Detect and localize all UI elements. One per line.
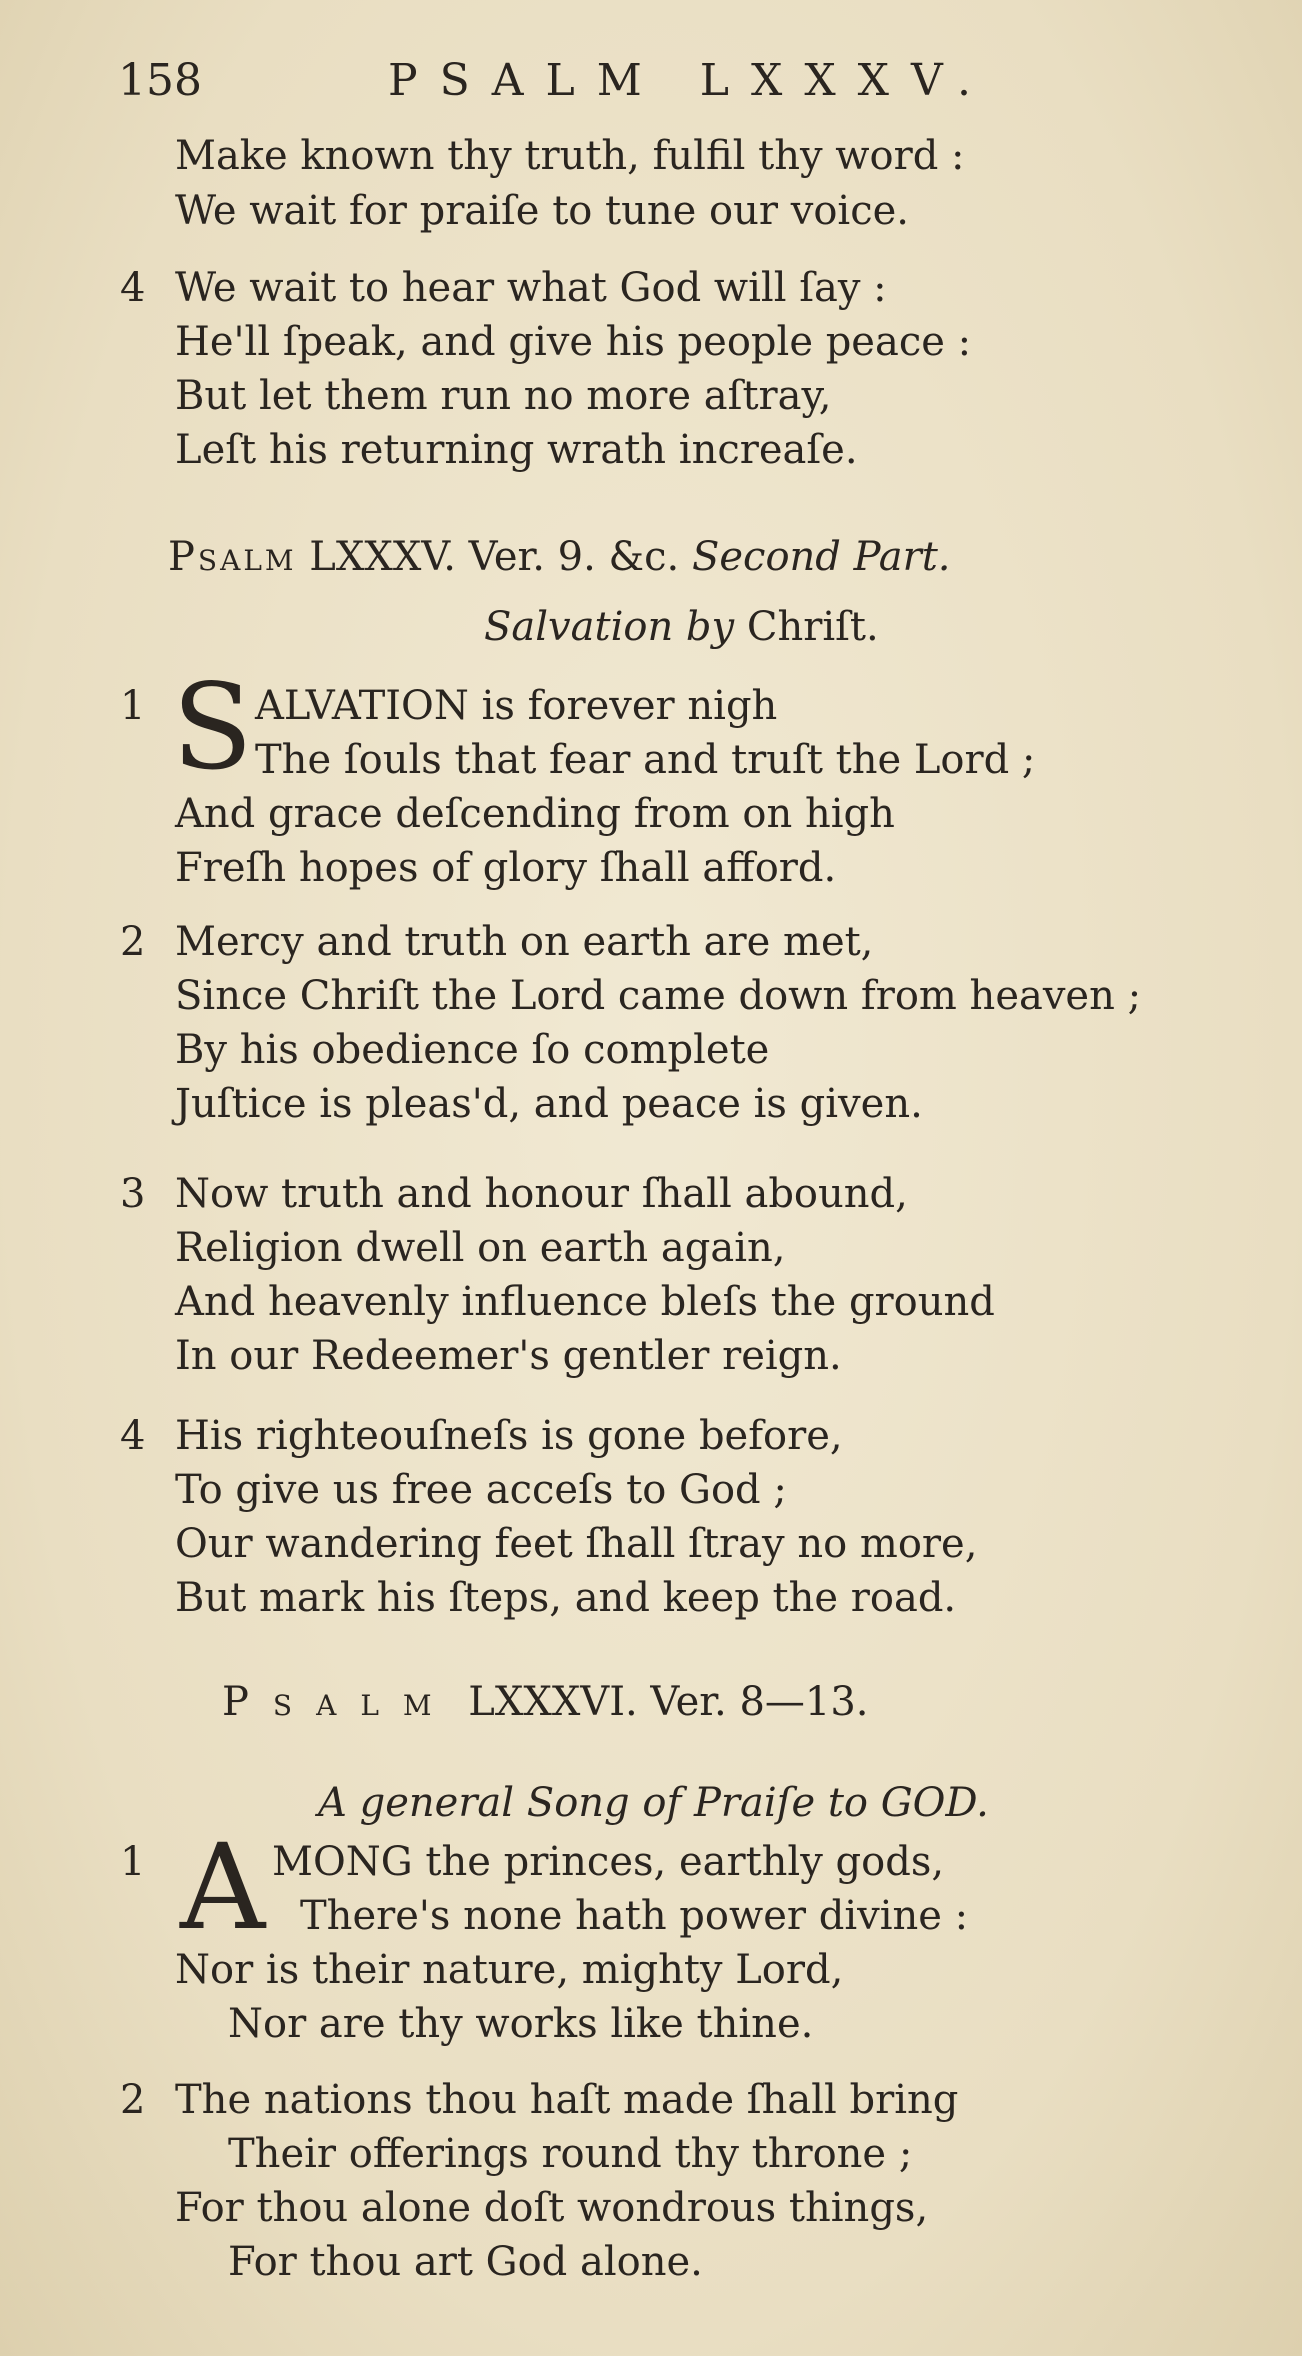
- verse-line: By his obedience ſo complete: [175, 1027, 770, 1073]
- running-header: [118, 55, 1118, 115]
- stanza-number: 2: [120, 919, 146, 965]
- verse-line: Mercy and truth on earth are met,: [175, 919, 874, 965]
- verse-line: In our Redeemer's gentler reign.: [175, 1333, 842, 1379]
- stanza-number: 1: [120, 683, 146, 729]
- verse-line: We wait for praiſe to tune our voice.: [175, 188, 909, 234]
- running-title: PSALM LXXXV.: [388, 55, 994, 106]
- verse-line: And grace deſcending from on high: [175, 791, 895, 837]
- subtitle-plain: Chriſt.: [734, 604, 879, 650]
- verse-line: For thou alone doſt wondrous things,: [175, 2185, 929, 2231]
- verse-line: Our wandering feet ſhall ſtray no more,: [175, 1521, 978, 1567]
- verse-line: But let them run no more aſtray,: [175, 373, 832, 419]
- verse-line: Religion dwell on earth again,: [175, 1225, 786, 1271]
- drop-cap: A: [180, 1818, 266, 1956]
- verse-line: Leſt his returning wrath increaſe.: [175, 427, 858, 473]
- stanza-number: 3: [120, 1171, 146, 1217]
- verse-line: The ſouls that fear and truſt the Lord ;: [255, 737, 1036, 783]
- psalm-label: Psalm: [168, 534, 297, 580]
- psalm-label: Psalm: [222, 1679, 456, 1725]
- verse-line: Juſtice is pleas'd, and peace is given.: [175, 1081, 923, 1127]
- psalm-subtitle: [484, 600, 879, 654]
- stanza-number: 4: [120, 1413, 146, 1459]
- verse-line: But mark his ſteps, and keep the road.: [175, 1575, 957, 1621]
- subtitle-italic: Salvation by: [484, 604, 735, 650]
- verse-line: To give us free acceſs to God ;: [175, 1467, 787, 1513]
- verse-line: Freſh hopes of glory ſhall afford.: [175, 845, 837, 891]
- psalm-ref: LXXXVI. Ver. 8—13.: [455, 1679, 869, 1725]
- psalm-subtitle: A general Song of Praiſe to GOD.: [318, 1780, 989, 1826]
- stanza-number: 1: [120, 1839, 146, 1885]
- verse-line: Now truth and honour ſhall abound,: [175, 1171, 908, 1217]
- verse-line: Since Chriſt the Lord came down from heaven ;: [175, 973, 1142, 1019]
- verse-line: There's none hath power divine :: [300, 1893, 969, 1939]
- psalm-heading: [222, 1675, 869, 1729]
- drop-cap: S: [172, 658, 253, 796]
- verse-line: Their offerings round thy throne ;: [228, 2131, 913, 2177]
- verse-line: For thou art God alone.: [228, 2239, 703, 2285]
- verse-line: The nations thou haſt made ſhall bring: [175, 2077, 959, 2123]
- verse-line: Nor are thy works like thine.: [228, 2001, 814, 2047]
- verse-line: He'll ſpeak, and give his people peace :: [175, 319, 972, 365]
- verse-line: ALVATION is forever nigh: [255, 683, 778, 729]
- verse-line: Make known thy truth, fulfil thy word :: [175, 133, 965, 179]
- verse-line: And heavenly influence bleſs the ground: [175, 1279, 995, 1325]
- part-label: Second Part.: [691, 534, 951, 580]
- verse-line: His righteouſneſs is gone before,: [175, 1413, 843, 1459]
- verse-line: MONG the princes, earthly gods,: [272, 1839, 945, 1885]
- stanza-number: 2: [120, 2077, 146, 2123]
- psalm-ref: LXXXV. Ver. 9. &c.: [296, 534, 692, 580]
- page-number: 158: [118, 55, 202, 106]
- verse-line: Nor is their nature, mighty Lord,: [175, 1947, 844, 1993]
- stanza-number: 4: [120, 265, 146, 311]
- verse-line: We wait to hear what God will ſay :: [175, 265, 887, 311]
- psalm-heading: [168, 530, 951, 584]
